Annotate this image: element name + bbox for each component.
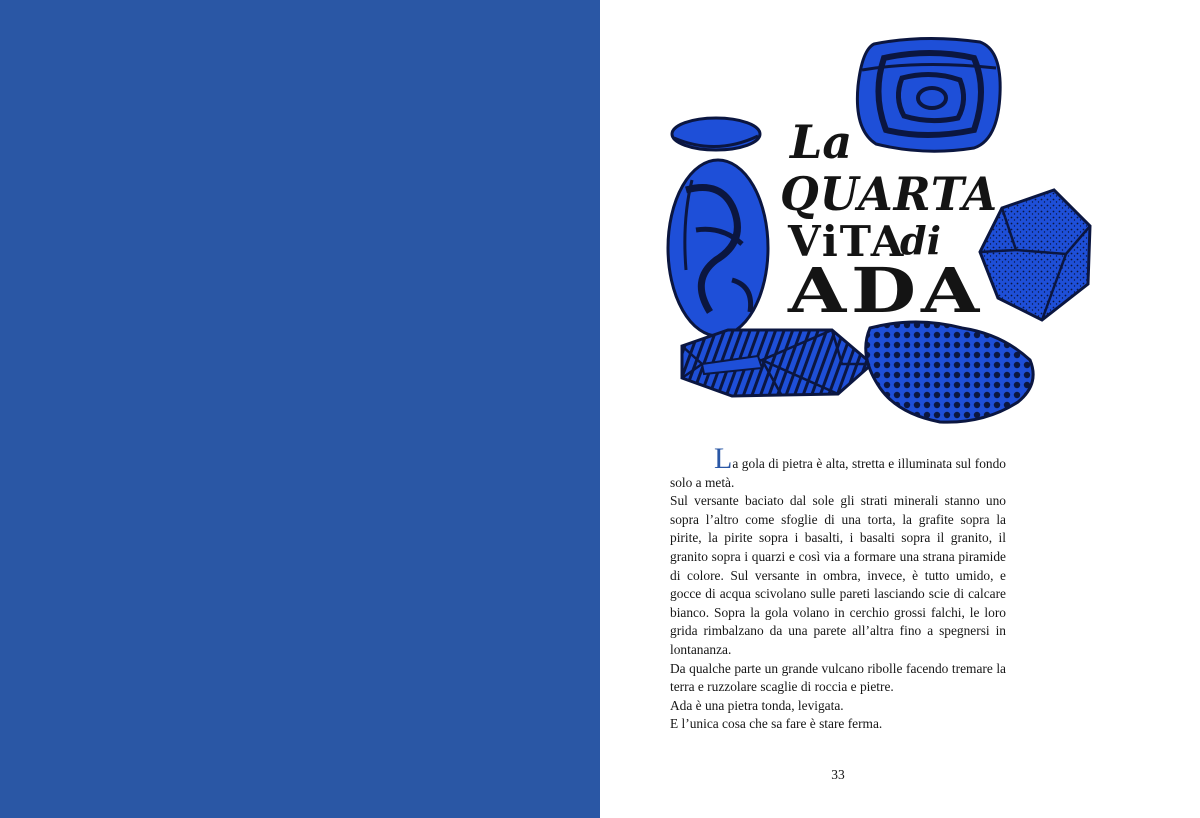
title-line-1: La [790, 115, 853, 169]
paragraph-1-text: a gola di pietra è alta, stretta e illuminata sul fondo solo a metà. [670, 456, 1006, 490]
right-page [600, 0, 1200, 818]
title-line-3a: ViTA [788, 217, 906, 266]
paragraph-2: Sul versante baciato dal sole gli strati minerali stanno uno sopra l’altro come sfoglie di una torta, la grafite sopra la pirite, la pirite sopra i basalti, i basalti sopra il granito, il granito sopra i quarzi e così via a formare una strana piramide di colore. Sul versante in ombra, invece, è tutto umido, e gocce di acqua scivolano sulle pareti lasciando scie di calcare bianco. Sopra la gola volano in cerchio grossi falchi, le loro grida rimbalzano da una parete all’altra fino a spegnersi in lontananza. [670, 493, 1006, 657]
title-line-3b: di [900, 218, 942, 263]
paragraph-4: Ada è una pietra tonda, levigata. [670, 697, 844, 713]
paragraph-3: Da qualche parte un grande vulcano ribolle facendo tremare la terra e ruzzolare scaglie di roccia e pietre. [670, 660, 1006, 695]
title-line-2: QUARTA [780, 167, 998, 221]
page-number: 33 [831, 767, 845, 782]
porous-stone-icon [866, 322, 1033, 422]
crystal-stone-icon [682, 330, 872, 396]
paragraph-5: E l’unica cosa che sa fare è stare ferma. [670, 716, 883, 732]
drop-cap: L [714, 442, 733, 475]
paragraph-1 [670, 442, 1006, 492]
flat-disc-stone-icon [672, 118, 760, 150]
agate-stone-icon [857, 38, 1000, 151]
story-text [670, 442, 1006, 734]
title-illustration [662, 30, 1102, 430]
title-line-4: ADA [786, 254, 984, 327]
marbled-oval-stone-icon [668, 160, 768, 336]
